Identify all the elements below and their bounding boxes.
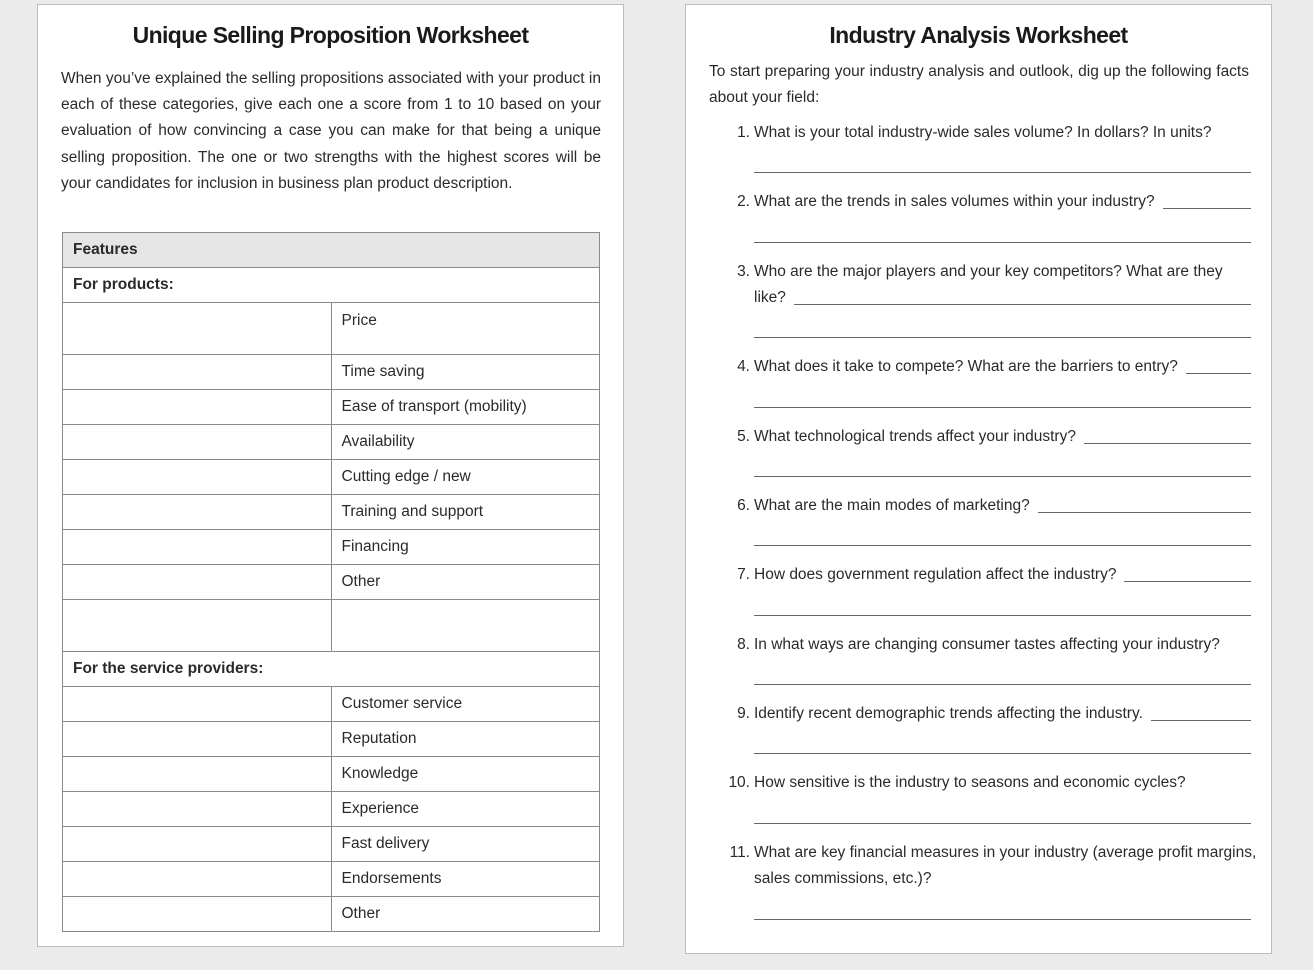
answer-line[interactable] [719, 171, 1251, 173]
question-text: Identify recent demographic trends affecting the industry. [754, 705, 1143, 722]
question-text-continued: sales commissions, etc.)? [754, 870, 932, 887]
question-text: What does it take to compete? What are the barriers to entry? [754, 358, 1178, 375]
answer-line[interactable] [719, 406, 1251, 408]
question-item [719, 354, 1251, 380]
answer-blank[interactable] [1124, 581, 1251, 582]
score-cell[interactable] [63, 827, 332, 862]
question-item [719, 701, 1251, 727]
table-row [63, 897, 600, 932]
answer-line[interactable] [719, 336, 1251, 338]
score-cell[interactable] [63, 530, 332, 565]
question-number: 7. [737, 566, 750, 583]
question-text: How sensitive is the industry to seasons and economic cycles? [754, 774, 1186, 791]
score-cell[interactable] [63, 355, 332, 390]
table-row [63, 530, 600, 565]
question-text: How does government regulation affect the industry? [754, 566, 1117, 583]
table-row [63, 303, 600, 355]
score-cell[interactable] [63, 495, 332, 530]
answer-blank[interactable] [1084, 443, 1251, 444]
answer-blank[interactable] [1151, 720, 1251, 721]
score-cell[interactable] [63, 687, 332, 722]
question-number: 11. [729, 844, 750, 861]
feature-label: Fast delivery [331, 827, 600, 862]
question-item [719, 259, 1251, 311]
question-item [719, 770, 1251, 796]
answer-line[interactable] [719, 752, 1251, 754]
usp-worksheet-page [37, 4, 624, 947]
feature-label: Price [331, 303, 600, 355]
question-number: 9. [737, 705, 750, 722]
table-row [63, 390, 600, 425]
feature-label: Other [331, 897, 600, 932]
score-cell[interactable] [63, 303, 332, 355]
answer-blank[interactable] [1163, 208, 1251, 209]
table-row-blank [63, 600, 600, 652]
answer-line[interactable] [719, 475, 1251, 477]
answer-line[interactable] [719, 544, 1251, 546]
feature-label: Financing [331, 530, 600, 565]
services-section-heading: For the service providers: [63, 652, 600, 687]
question-item [719, 424, 1251, 450]
question-number: 8. [737, 636, 750, 653]
products-section-heading: For products: [63, 268, 600, 303]
score-cell[interactable] [63, 600, 332, 652]
feature-label: Knowledge [331, 757, 600, 792]
usp-intro-paragraph: When you’ve explained the selling propositions associated with your product in each of these categories, give each one a score from 1 to 10 based on your evaluation of how convincing a case you can make for that being a unique selling proposition. The one or two strengths with the highest scores will be your candidates for inclusion in business plan product description. [61, 70, 601, 192]
answer-line[interactable] [719, 918, 1251, 920]
industry-worksheet-title: Industry Analysis Worksheet [829, 22, 1128, 48]
score-cell[interactable] [63, 565, 332, 600]
question-text: What are the main modes of marketing? [754, 497, 1030, 514]
answer-line[interactable] [719, 683, 1251, 685]
table-row [63, 425, 600, 460]
table-row [63, 687, 600, 722]
feature-label: Other [331, 565, 600, 600]
score-cell[interactable] [63, 757, 332, 792]
answer-blank[interactable] [1186, 373, 1251, 374]
question-number: 3. [737, 263, 750, 280]
table-row [63, 757, 600, 792]
question-item [719, 562, 1251, 588]
feature-label: Time saving [331, 355, 600, 390]
table-row [63, 827, 600, 862]
features-header: Features [63, 233, 600, 268]
question-text: Who are the major players and your key competitors? What are they [754, 263, 1223, 280]
question-number: 1. [737, 124, 750, 141]
question-text: What technological trends affect your industry? [754, 428, 1076, 445]
table-row [63, 355, 600, 390]
score-cell[interactable] [63, 897, 332, 932]
question-number: 10. [728, 774, 750, 791]
score-cell[interactable] [63, 390, 332, 425]
question-number: 4. [737, 358, 750, 375]
question-item [719, 632, 1251, 658]
question-item [719, 840, 1257, 892]
table-row [63, 460, 600, 495]
question-number: 6. [737, 497, 750, 514]
question-text: What are the trends in sales volumes within your industry? [754, 193, 1155, 210]
question-text: What are key financial measures in your industry (average profit margins, [754, 844, 1257, 861]
blank-feature-cell[interactable] [331, 600, 600, 652]
question-item [719, 120, 1251, 146]
feature-label: Cutting edge / new [331, 460, 600, 495]
score-cell[interactable] [63, 722, 332, 757]
table-row [63, 722, 600, 757]
score-cell[interactable] [63, 425, 332, 460]
feature-label: Endorsements [331, 862, 600, 897]
feature-label: Ease of transport (mobility) [331, 390, 600, 425]
question-number: 5. [737, 428, 750, 445]
score-cell[interactable] [63, 862, 332, 897]
industry-intro-paragraph: To start preparing your industry analysis and outlook, dig up the following facts about your field: [709, 63, 1249, 107]
question-text-continued: like? [754, 289, 786, 306]
table-row [63, 792, 600, 827]
table-row [63, 565, 600, 600]
table-row [63, 495, 600, 530]
answer-line[interactable] [719, 241, 1251, 243]
question-number: 2. [737, 193, 750, 210]
answer-blank[interactable] [1038, 512, 1251, 513]
question-item [719, 189, 1251, 215]
feature-label: Reputation [331, 722, 600, 757]
question-text: What is your total industry-wide sales volume? In dollars? In units? [754, 124, 1212, 141]
feature-label: Availability [331, 425, 600, 460]
feature-label: Experience [331, 792, 600, 827]
answer-line[interactable] [719, 822, 1251, 824]
answer-blank[interactable] [794, 304, 1251, 305]
question-item [719, 493, 1251, 519]
answer-line[interactable] [719, 614, 1251, 616]
industry-worksheet-page [685, 4, 1272, 954]
usp-worksheet-title: Unique Selling Proposition Worksheet [132, 22, 529, 48]
table-row [63, 862, 600, 897]
score-cell[interactable] [63, 792, 332, 827]
question-text: In what ways are changing consumer tastes affecting your industry? [754, 636, 1220, 653]
feature-label: Training and support [331, 495, 600, 530]
feature-label: Customer service [331, 687, 600, 722]
score-cell[interactable] [63, 460, 332, 495]
features-table [62, 232, 600, 932]
